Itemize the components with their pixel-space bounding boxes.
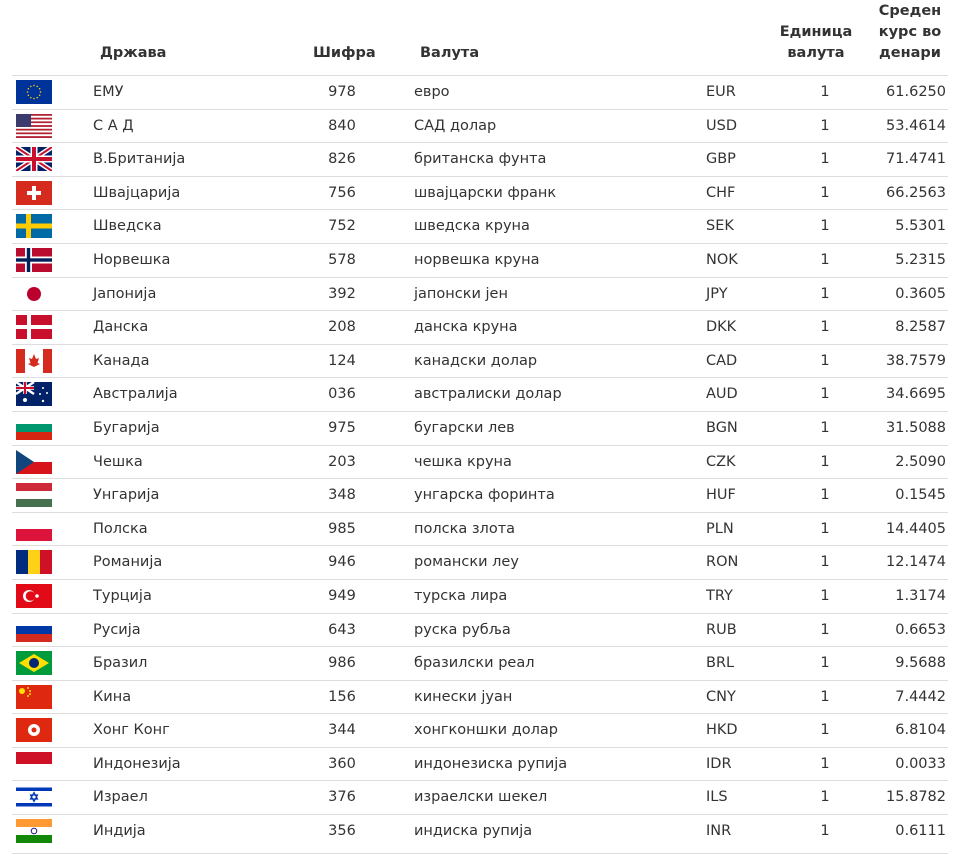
iso-code-cell: IDR <box>706 755 732 772</box>
country-cell: Шведска <box>93 218 162 235</box>
currency-cell: бразилски реал <box>414 655 535 672</box>
rate-cell: 5.5301 <box>895 218 946 235</box>
code-cell: 392 <box>328 285 356 302</box>
code-cell: 752 <box>328 218 356 235</box>
iso-code-cell: HKD <box>706 722 738 739</box>
table-row <box>12 713 948 747</box>
table-row <box>12 277 948 311</box>
currency-cell: унгарска форинта <box>414 487 555 504</box>
japan-flag-icon <box>16 282 52 306</box>
currency-cell: кинески јуан <box>414 688 513 705</box>
table-row <box>12 445 948 479</box>
country-cell: Индија <box>93 823 146 840</box>
currency-cell: австралиски долар <box>414 386 562 403</box>
rate-cell: 0.3605 <box>895 285 946 302</box>
header-rate <box>872 1 948 64</box>
iso-code-cell: AUD <box>706 386 738 403</box>
code-cell: 643 <box>328 621 356 638</box>
sweden-flag-icon <box>16 214 52 238</box>
iso-code-cell: GBP <box>706 151 736 168</box>
iso-code-cell: CZK <box>706 453 736 470</box>
code-cell: 975 <box>328 419 356 436</box>
brazil-flag-icon <box>16 651 52 675</box>
header-rate-line1: Среден <box>878 3 942 19</box>
code-cell: 949 <box>328 587 356 604</box>
rate-cell: 53.4614 <box>886 117 946 134</box>
currency-cell: јапонски јен <box>414 285 508 302</box>
table-row <box>12 545 948 579</box>
currency-cell: израелски шекел <box>414 789 548 806</box>
currency-cell: бугарски лев <box>414 419 515 436</box>
indonesia-flag-icon <box>16 752 52 776</box>
unit-cell: 1 <box>820 84 830 100</box>
currency-cell: британска фунта <box>414 151 547 168</box>
table-row <box>12 209 948 243</box>
table-row <box>12 814 948 848</box>
header-code: Шифра <box>313 45 376 61</box>
unit-cell: 1 <box>820 184 830 201</box>
us-flag-icon <box>16 114 52 138</box>
currency-cell: романски леу <box>414 554 519 571</box>
country-cell: Полска <box>93 520 148 537</box>
currency-cell: шведска круна <box>414 218 530 235</box>
iso-code-cell: CNY <box>706 688 736 705</box>
code-cell: 208 <box>328 319 356 336</box>
header-unit-line2: валута <box>787 45 845 61</box>
iso-code-cell: RON <box>706 554 739 571</box>
iso-code-cell: PLN <box>706 520 734 537</box>
india-flag-icon <box>16 819 52 843</box>
unit-cell: 1 <box>820 587 830 604</box>
iso-code-cell: TRY <box>706 587 733 604</box>
iso-code-cell: EUR <box>706 84 736 100</box>
currency-cell: турска лира <box>414 587 508 604</box>
table-row <box>12 142 948 176</box>
canada-flag-icon <box>16 349 52 373</box>
country-cell: Норвешка <box>93 251 171 268</box>
romania-flag-icon <box>16 550 52 574</box>
iso-code-cell: INR <box>706 823 732 840</box>
currency-cell: норвешка круна <box>414 251 540 268</box>
rate-cell: 38.7579 <box>886 352 946 369</box>
country-cell: Канада <box>93 352 150 369</box>
table-row <box>12 646 948 680</box>
header-rate-line2: курс во <box>878 24 942 40</box>
iso-code-cell: DKK <box>706 319 737 336</box>
denmark-flag-icon <box>16 315 52 339</box>
iso-code-cell: CHF <box>706 184 736 201</box>
eu-flag-icon <box>16 80 52 104</box>
currency-cell: руска рубља <box>414 621 511 638</box>
rate-cell: 61.6250 <box>886 84 946 100</box>
country-cell: Данска <box>93 319 149 336</box>
rate-cell: 15.8782 <box>886 789 946 806</box>
code-cell: 578 <box>328 251 356 268</box>
table-row <box>12 680 948 714</box>
country-cell: Романија <box>93 554 163 571</box>
unit-cell: 1 <box>820 655 830 672</box>
unit-cell: 1 <box>820 151 830 168</box>
unit-cell: 1 <box>820 789 830 806</box>
rate-cell: 7.4442 <box>895 688 946 705</box>
unit-cell: 1 <box>820 520 830 537</box>
exchange-rate-table <box>12 75 948 848</box>
unit-cell: 1 <box>820 688 830 705</box>
rate-cell: 14.4405 <box>886 520 946 537</box>
header-unit <box>778 22 854 64</box>
header-unit-line1: Единица <box>779 24 853 40</box>
rate-cell: 5.2315 <box>895 251 946 268</box>
unit-cell: 1 <box>820 117 830 134</box>
currency-cell: хонгконшки долар <box>414 722 558 739</box>
country-cell: Јапонија <box>93 285 157 302</box>
unit-cell: 1 <box>820 554 830 571</box>
russia-flag-icon <box>16 618 52 642</box>
code-cell: 376 <box>328 789 356 806</box>
rate-cell: 31.5088 <box>886 419 946 436</box>
iso-code-cell: BGN <box>706 419 738 436</box>
country-cell: Унгарија <box>93 487 160 504</box>
table-row <box>12 344 948 378</box>
country-cell: В.Британија <box>93 151 186 168</box>
country-cell: ЕМУ <box>93 84 124 100</box>
country-cell: С А Д <box>93 117 134 134</box>
rate-cell: 0.1545 <box>895 487 946 504</box>
unit-cell: 1 <box>820 419 830 436</box>
code-cell: 344 <box>328 722 356 739</box>
switzerland-flag-icon <box>16 181 52 205</box>
unit-cell: 1 <box>820 453 830 470</box>
currency-cell: швајцарски франк <box>414 184 557 201</box>
currency-cell: индонезиска рупија <box>414 755 568 772</box>
country-cell: Кина <box>93 688 132 705</box>
country-cell: Индонезија <box>93 755 181 772</box>
table-row <box>12 75 948 109</box>
country-cell: Бугарија <box>93 419 160 436</box>
australia-flag-icon <box>16 382 52 406</box>
unit-cell: 1 <box>820 386 830 403</box>
header-country: Држава <box>100 45 167 61</box>
rate-cell: 34.6695 <box>886 386 946 403</box>
table-row <box>12 243 948 277</box>
country-cell: Русија <box>93 621 141 638</box>
code-cell: 756 <box>328 184 356 201</box>
iso-code-cell: RUB <box>706 621 737 638</box>
unit-cell: 1 <box>820 352 830 369</box>
table-row <box>12 780 948 814</box>
rate-cell: 6.8104 <box>895 722 946 739</box>
currency-cell: данска круна <box>414 319 518 336</box>
rate-cell: 0.6111 <box>895 823 946 840</box>
code-cell: 360 <box>328 755 356 772</box>
currency-cell: евро <box>414 84 450 100</box>
rate-cell: 8.2587 <box>895 319 946 336</box>
table-row <box>12 579 948 613</box>
hongkong-flag-icon <box>16 718 52 742</box>
table-row <box>12 377 948 411</box>
rate-cell: 0.0033 <box>895 755 946 772</box>
code-cell: 946 <box>328 554 356 571</box>
rate-cell: 9.5688 <box>895 655 946 672</box>
unit-cell: 1 <box>820 755 830 772</box>
unit-cell: 1 <box>820 487 830 504</box>
country-cell: Израел <box>93 789 148 806</box>
country-cell: Бразил <box>93 655 148 672</box>
country-cell: Австралија <box>93 386 178 403</box>
currency-cell: индиска рупија <box>414 823 533 840</box>
rate-cell: 2.5090 <box>895 453 946 470</box>
uk-flag-icon <box>16 147 52 171</box>
country-cell: Хонг Конг <box>93 722 170 739</box>
code-cell: 156 <box>328 688 356 705</box>
table-row <box>12 176 948 210</box>
rate-cell: 71.4741 <box>886 151 946 168</box>
table-row <box>12 109 948 143</box>
table-row <box>12 747 948 781</box>
header-rate-line3: денари <box>879 45 941 61</box>
unit-cell: 1 <box>820 722 830 739</box>
country-cell: Чешка <box>93 453 143 470</box>
code-cell: 203 <box>328 453 356 470</box>
iso-code-cell: BRL <box>706 655 735 672</box>
unit-cell: 1 <box>820 621 830 638</box>
code-cell: 348 <box>328 487 356 504</box>
czech-flag-icon <box>16 450 52 474</box>
rate-cell: 0.6653 <box>895 621 946 638</box>
rate-cell: 1.3174 <box>895 587 946 604</box>
poland-flag-icon <box>16 517 52 541</box>
unit-cell: 1 <box>820 319 830 336</box>
china-flag-icon <box>16 685 52 709</box>
code-cell: 356 <box>328 823 356 840</box>
unit-cell: 1 <box>820 251 830 268</box>
table-row <box>12 411 948 445</box>
country-cell: Швајцарија <box>93 184 181 201</box>
iso-code-cell: NOK <box>706 251 738 268</box>
israel-flag-icon <box>16 785 52 809</box>
currency-cell: полска злота <box>414 520 516 537</box>
bulgaria-flag-icon <box>16 416 52 440</box>
code-cell: 826 <box>328 151 356 168</box>
hungary-flag-icon <box>16 483 52 507</box>
table-row <box>12 512 948 546</box>
iso-code-cell: ILS <box>706 789 728 806</box>
iso-code-cell: JPY <box>706 285 728 302</box>
code-cell: 985 <box>328 520 356 537</box>
iso-code-cell: SEK <box>706 218 734 235</box>
iso-code-cell: USD <box>706 117 737 134</box>
table-row <box>12 478 948 512</box>
code-cell: 124 <box>328 352 356 369</box>
unit-cell: 1 <box>820 218 830 235</box>
table-row <box>12 310 948 344</box>
turkey-flag-icon <box>16 584 52 608</box>
currency-cell: чешка круна <box>414 453 512 470</box>
iso-code-cell: HUF <box>706 487 736 504</box>
currency-cell: канадски долар <box>414 352 538 369</box>
header-currency: Валута <box>420 45 480 61</box>
table-row <box>12 613 948 647</box>
currency-cell: САД долар <box>414 117 497 134</box>
norway-flag-icon <box>16 248 52 272</box>
unit-cell: 1 <box>820 823 830 840</box>
unit-cell: 1 <box>820 285 830 302</box>
rate-cell: 66.2563 <box>886 184 946 201</box>
table-bottom-border <box>12 853 948 854</box>
code-cell: 036 <box>328 386 356 403</box>
country-cell: Турција <box>93 587 152 604</box>
code-cell: 986 <box>328 655 356 672</box>
code-cell: 978 <box>328 84 356 100</box>
code-cell: 840 <box>328 117 356 134</box>
rate-cell: 12.1474 <box>886 554 946 571</box>
iso-code-cell: CAD <box>706 352 738 369</box>
